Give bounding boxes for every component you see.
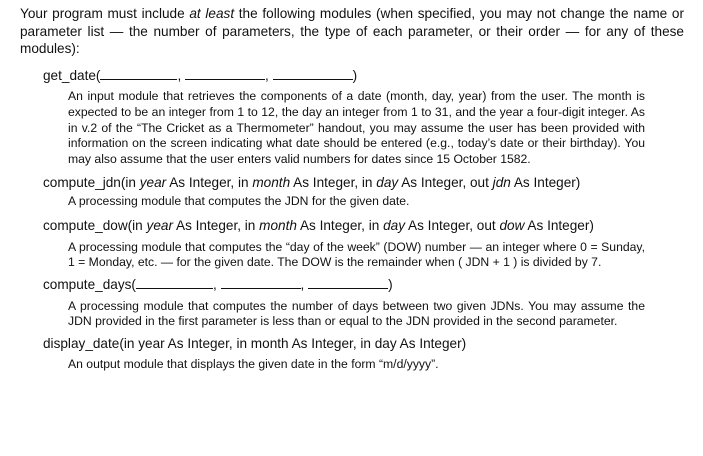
intro-text-end: the following modules (when specified, you may not change the name or parameter list — the number of parameters, the type of each parameter, or their order — for any of these modules): <box>20 6 684 57</box>
separator: , <box>177 67 182 83</box>
param-type: As Integer, in <box>290 174 377 190</box>
param-type: As Integer) <box>510 174 581 190</box>
compute-jdn-name: compute_jdn(in <box>43 174 140 190</box>
compute-days-signature <box>43 276 684 294</box>
intro-text-start: Your program must include <box>20 6 190 21</box>
close-paren: ) <box>388 277 393 293</box>
module-compute-dow <box>20 217 684 271</box>
get-date-signature <box>43 67 684 85</box>
display-date-description: An output module that displays the given date in the form “m/d/yyyy”. <box>68 356 439 371</box>
module-compute-days <box>20 276 684 330</box>
compute-jdn-description: A processing module that computes the JDN for the given date. <box>68 194 410 209</box>
param-name: day <box>376 174 399 190</box>
param-name: month <box>252 174 291 190</box>
param-type: As Integer, in <box>166 174 253 190</box>
parameter-blank <box>136 276 213 289</box>
compute-days-description: A processing module that computes the number of days between two given JDNs. You may assume the JDN provided in the first parameter is less than or equal to the JDN provided in the second parameter. <box>68 298 645 329</box>
get-date-description: An input module that retrieves the components of a date (month, day, year) from the user. The month is expected to be an integer from 1 to 12, the day an integer from 1 to 31, and the year a four-digit integer. As in v.2 of the “The Cricket as a Thermometer” handout, you may assume the user has been provided with information on the screen indicating what date should be entered (e.g., today’s date or their birthday). You may also assume that the user enters valid numbers for dates since 15 October 1582. <box>68 89 645 167</box>
param-name: year <box>139 174 167 190</box>
compute-dow-signature <box>43 217 684 235</box>
separator: , <box>265 67 269 83</box>
param-name: jdn <box>492 174 511 190</box>
param-type: As Integer, out <box>398 174 493 190</box>
intro-emphasis: at least <box>189 6 235 21</box>
parameter-blank <box>221 276 301 289</box>
display-date-signature: display_date(in year As Integer, in month As Integer, in day As Integer) <box>43 336 467 352</box>
module-get-date <box>20 67 684 168</box>
param-type: As Integer, in <box>296 218 384 234</box>
param-type: As Integer) <box>524 218 594 234</box>
parameter-blank <box>308 276 388 289</box>
compute-dow-name: compute_dow(in <box>43 218 147 234</box>
document-page <box>20 5 684 372</box>
param-name: year <box>146 218 173 234</box>
param-name: day <box>383 218 405 234</box>
param-type: As Integer, in <box>172 218 260 234</box>
compute-jdn-signature <box>43 174 684 192</box>
close-paren: ) <box>352 67 358 83</box>
param-name: dow <box>499 218 525 234</box>
param-type: As Integer, out <box>405 218 500 234</box>
parameter-blank <box>273 67 353 80</box>
parameter-blank <box>185 67 265 80</box>
get-date-name: get_date( <box>43 67 101 83</box>
compute-dow-description: A processing module that computes the “day of the week” (DOW) number — an integer where 0 = Sunday, 1 = Monday, etc. — for the given date. The DOW is the remainder when ( JDN + 1 ) is divided by 7. <box>68 239 645 270</box>
intro-paragraph <box>20 5 684 58</box>
module-display-date <box>20 335 684 372</box>
param-name: month <box>259 218 297 234</box>
separator: , <box>212 277 217 293</box>
module-compute-jdn <box>20 174 684 210</box>
parameter-blank <box>100 67 177 80</box>
compute-days-name: compute_days( <box>43 277 136 293</box>
separator: , <box>300 277 305 293</box>
